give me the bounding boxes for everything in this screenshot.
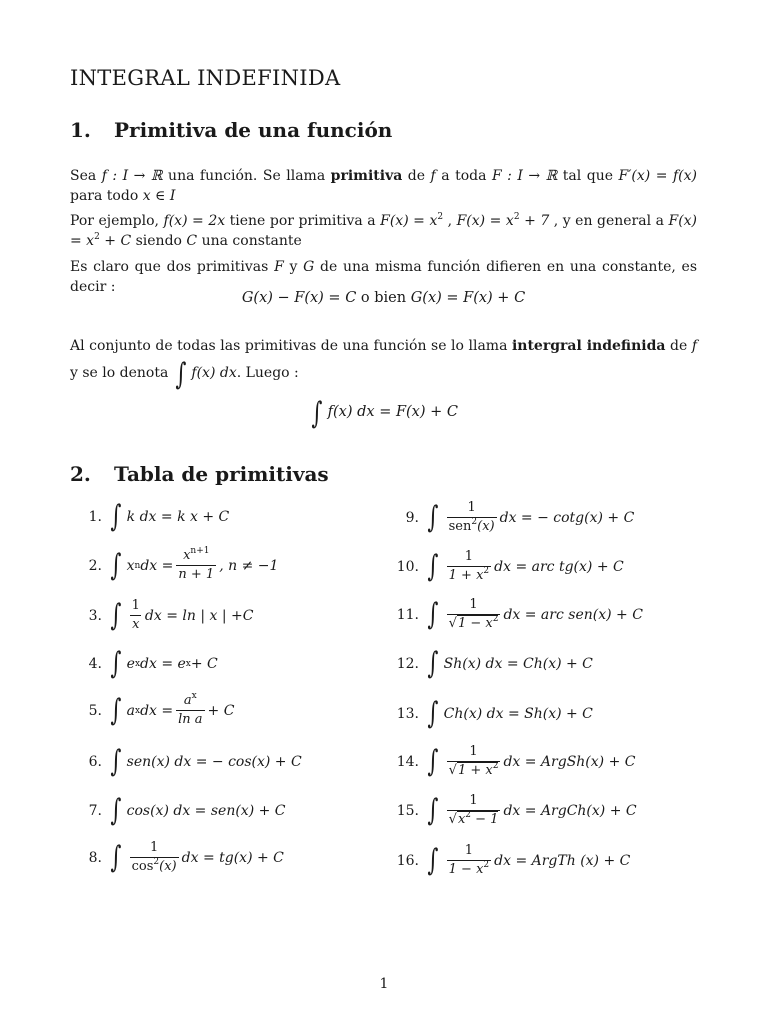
integral-sign: ∫ (110, 839, 122, 875)
integral-sign: ∫ (110, 744, 122, 779)
integral-sign: ∫ (427, 842, 439, 878)
primitive-item-1: 1. ∫ k dx = k x + C (88, 499, 230, 534)
primitive-item-4: 4. ∫ e x dx = e x + C (88, 646, 218, 681)
difference-paragraph: Es claro que dos primitivas F y G de una misma función difieren en una constante, es decir : (70, 259, 697, 295)
primitive-item-11: 11. ∫ $\frac{1}{√1 - x^2}$ dx = arc sen(x) + C (396, 596, 643, 632)
integral-sign: ∫ (427, 499, 439, 535)
primitive-item-16: 16. ∫ $\frac{1}{1 - x^2}$ dx = ArgTh (x) + C (396, 842, 631, 878)
section-1-title: Primitiva de una función (114, 118, 393, 142)
section-2-heading (70, 462, 329, 486)
primitive-item-2: 2. ∫ x n dx = $\frac{x^{n+1}}{n + 1}$ , n ≠ −1 (88, 546, 279, 583)
primitive-item-14: 14. ∫ $\frac{1}{√1 + x^2}$ dx = ArgSh(x) + C (396, 743, 636, 779)
integral-sign: ∫ (110, 646, 122, 681)
integral-sign: ∫ (427, 792, 439, 828)
integral-sign: ∫ (110, 499, 122, 534)
primitive-item-6: 6. ∫ sen(x) dx = − cos(x) + C (88, 744, 302, 779)
integral-sign: ∫ (110, 597, 122, 633)
indefinite-integral-equation: ∫ f(x) dx = F(x) + C (311, 396, 458, 431)
primitive-item-9: 9. ∫ $\frac{1}{sen^2(x)}$ dx = − cotg(x) + C (405, 499, 635, 535)
primitive-item-13: 13. ∫ Ch(x) dx = Sh(x) + C (396, 696, 593, 731)
constant-difference-equation: G(x) − F(x) = C o bien G(x) = F(x) + C (241, 290, 526, 306)
primitive-item-5: 5. ∫ a x dx = $\frac{a^x}{\text{ln a}}$ + C (88, 691, 235, 728)
page-title: INTEGRAL INDEFINIDA (70, 66, 341, 90)
integral-sign: ∫ (110, 547, 122, 583)
integral-sign: ∫ (427, 696, 439, 731)
section-1-heading (70, 118, 392, 142)
integral-sign: ∫ (311, 396, 323, 431)
integral-sign: ∫ (427, 548, 439, 584)
integral-sign: ∫ (427, 743, 439, 779)
term-primitiva: primitiva (330, 168, 403, 184)
integral-sign: ∫ (110, 793, 122, 828)
primitive-item-7: 7. ∫ cos(x) dx = sen(x) + C (88, 793, 286, 828)
example-paragraph: Por ejemplo, f(x) = 2x tiene por primitiva a $F(x) = x^2$ , $F(x) = x^2 + 7$ , y en general a $F(x) = x^2 + C$ siendo C una constante (70, 212, 698, 249)
section-2-title: Tabla de primitivas (114, 462, 329, 486)
integral-sign: ∫ (110, 692, 122, 728)
integral-sign: ∫ (175, 357, 187, 392)
integral-sign: ∫ (427, 646, 439, 681)
indefinite-integral-paragraph: Al conjunto de todas las primitivas de una función se lo llama intergral indefinida de f y se lo denota ∫ f(x) dx. Luego : (70, 338, 697, 392)
term-integral-indefinida: intergral indefinida (511, 338, 666, 354)
primitive-item-10: 10. ∫ $\frac{1}{1 + x^2}$ dx = arc tg(x) + C (396, 548, 624, 584)
primitive-item-3: 3. ∫ $\frac{1}{x}$ dx = ln | x | +C (88, 597, 254, 633)
definition-paragraph: Sea f : I → ℝ una función. Se llama primitiva de f a toda F : I → ℝ tal que F′(x) = f(x) para todo x ∈ I (70, 168, 697, 204)
section-2-number: 2. (70, 462, 91, 486)
primitive-item-12: 12. ∫ Sh(x) dx = Ch(x) + C (396, 646, 593, 681)
primitive-item-8: 8. ∫ $\frac{1}{\cos^2(x)}$ dx = tg(x) + C (88, 839, 284, 875)
page-number: 1 (379, 976, 389, 992)
section-1-number: 1. (70, 118, 91, 142)
integral-sign: ∫ (427, 596, 439, 632)
primitive-item-15: 15. ∫ $\frac{1}{√x^2 - 1}$ dx = ArgCh(x) + C (396, 792, 637, 828)
